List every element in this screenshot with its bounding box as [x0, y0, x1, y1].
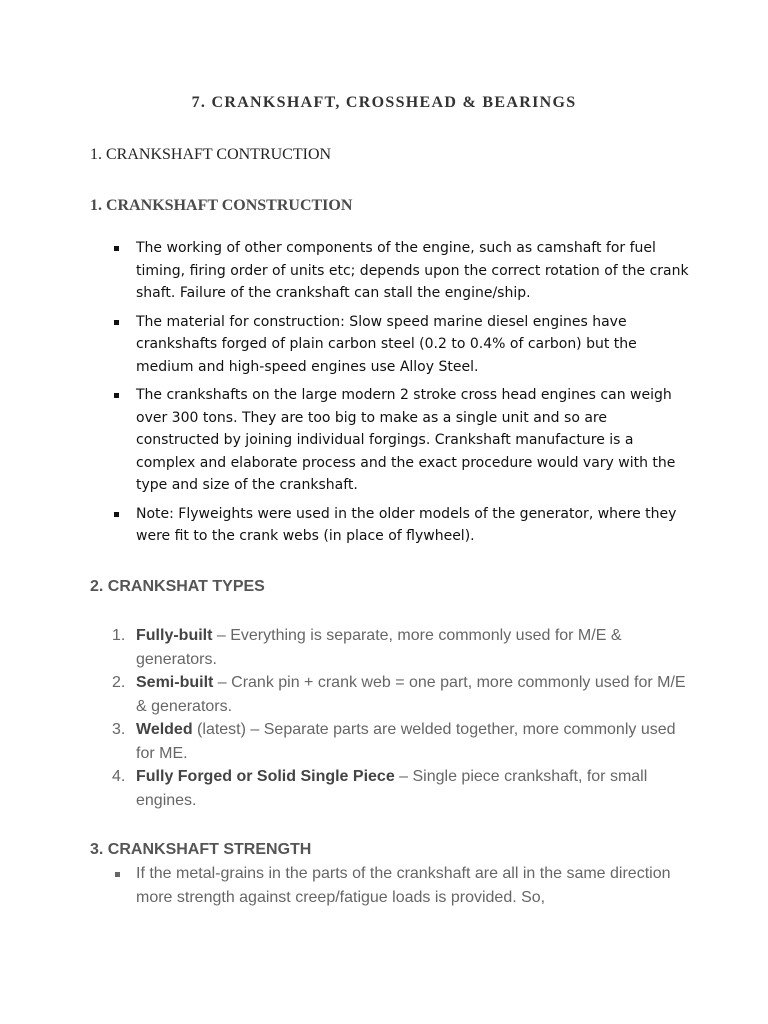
section-heading: 2. CRANKSHAT TYPES — [90, 578, 265, 595]
item-text: – Everything is separate, more commonly used for M/E & generators. — [136, 627, 622, 668]
list-item — [90, 624, 690, 671]
item-number: 1. — [112, 627, 126, 644]
bullet-text: If the metal-grains in the parts of the crankshaft are all in the same direction more strength against creep/fatigue loads is provided. So, — [136, 865, 671, 906]
bullet-text: The material for construction: Slow speed marine diesel engines have crankshafts forged of plain carbon steel (0.2 to 0.4% of carbon) but the medium and high-speed engines use Alloy Steel. — [136, 313, 637, 375]
section-line: 1. CRANKSHAFT CONTRUCTION — [90, 146, 332, 163]
list-item — [90, 503, 690, 548]
square-bullet-icon — [114, 320, 119, 325]
square-bullet-icon — [115, 872, 120, 877]
bullet-text: The crankshafts on the large modern 2 stroke cross head engines can weigh over 300 tons. They are too big to make as a single unit and so are constructed by joining individual forgings. Crankshaft manufacture is a complex and elaborate process and the exact procedure would vary with the type and size of the crankshaft. — [136, 387, 676, 493]
list-item — [90, 311, 690, 379]
list-item — [90, 718, 690, 765]
list-item — [90, 384, 690, 497]
item-text: (latest) – Separate parts are welded together, more commonly used for ME. — [136, 721, 676, 762]
list-item — [90, 765, 690, 812]
item-text: – Crank pin + crank web = one part, more commonly used for M/E & generators. — [136, 674, 686, 715]
item-number: 2. — [112, 674, 126, 691]
bullet-text: Note: Flyweights were used in the older models of the generator, where they were fit to the crank webs (in place of flywheel). — [136, 505, 677, 544]
item-term: Fully Forged or Solid Single Piece — [136, 768, 395, 785]
item-number: 3. — [112, 721, 126, 738]
construction-bullet-list — [90, 237, 690, 554]
crankshaft-types-list — [90, 624, 690, 812]
item-number: 4. — [112, 768, 126, 785]
section-heading: 3. CRANKSHAFT STRENGTH — [90, 841, 312, 858]
bullet-text: The working of other components of the engine, such as camshaft for fuel timing, firing order of units etc; depends upon the correct rotation of the crank shaft. Failure of the crankshaft can stall the engine/ship. — [136, 240, 689, 301]
item-term: Fully-built — [136, 627, 213, 644]
item-term: Welded — [136, 721, 193, 738]
square-bullet-icon — [114, 512, 119, 517]
list-item — [90, 237, 690, 305]
list-item — [90, 862, 690, 909]
section-heading: 1. CRANKSHAFT CONSTRUCTION — [90, 197, 353, 214]
list-item — [90, 671, 690, 718]
square-bullet-icon — [114, 246, 119, 251]
strength-bullet-list — [90, 862, 690, 909]
item-text: – Single piece crankshaft, for small engines. — [136, 768, 648, 809]
square-bullet-icon — [114, 393, 119, 398]
document-title: 7. CRANKSHAFT, CROSSHEAD & BEARINGS — [191, 94, 577, 111]
item-term: Semi-built — [136, 674, 214, 691]
